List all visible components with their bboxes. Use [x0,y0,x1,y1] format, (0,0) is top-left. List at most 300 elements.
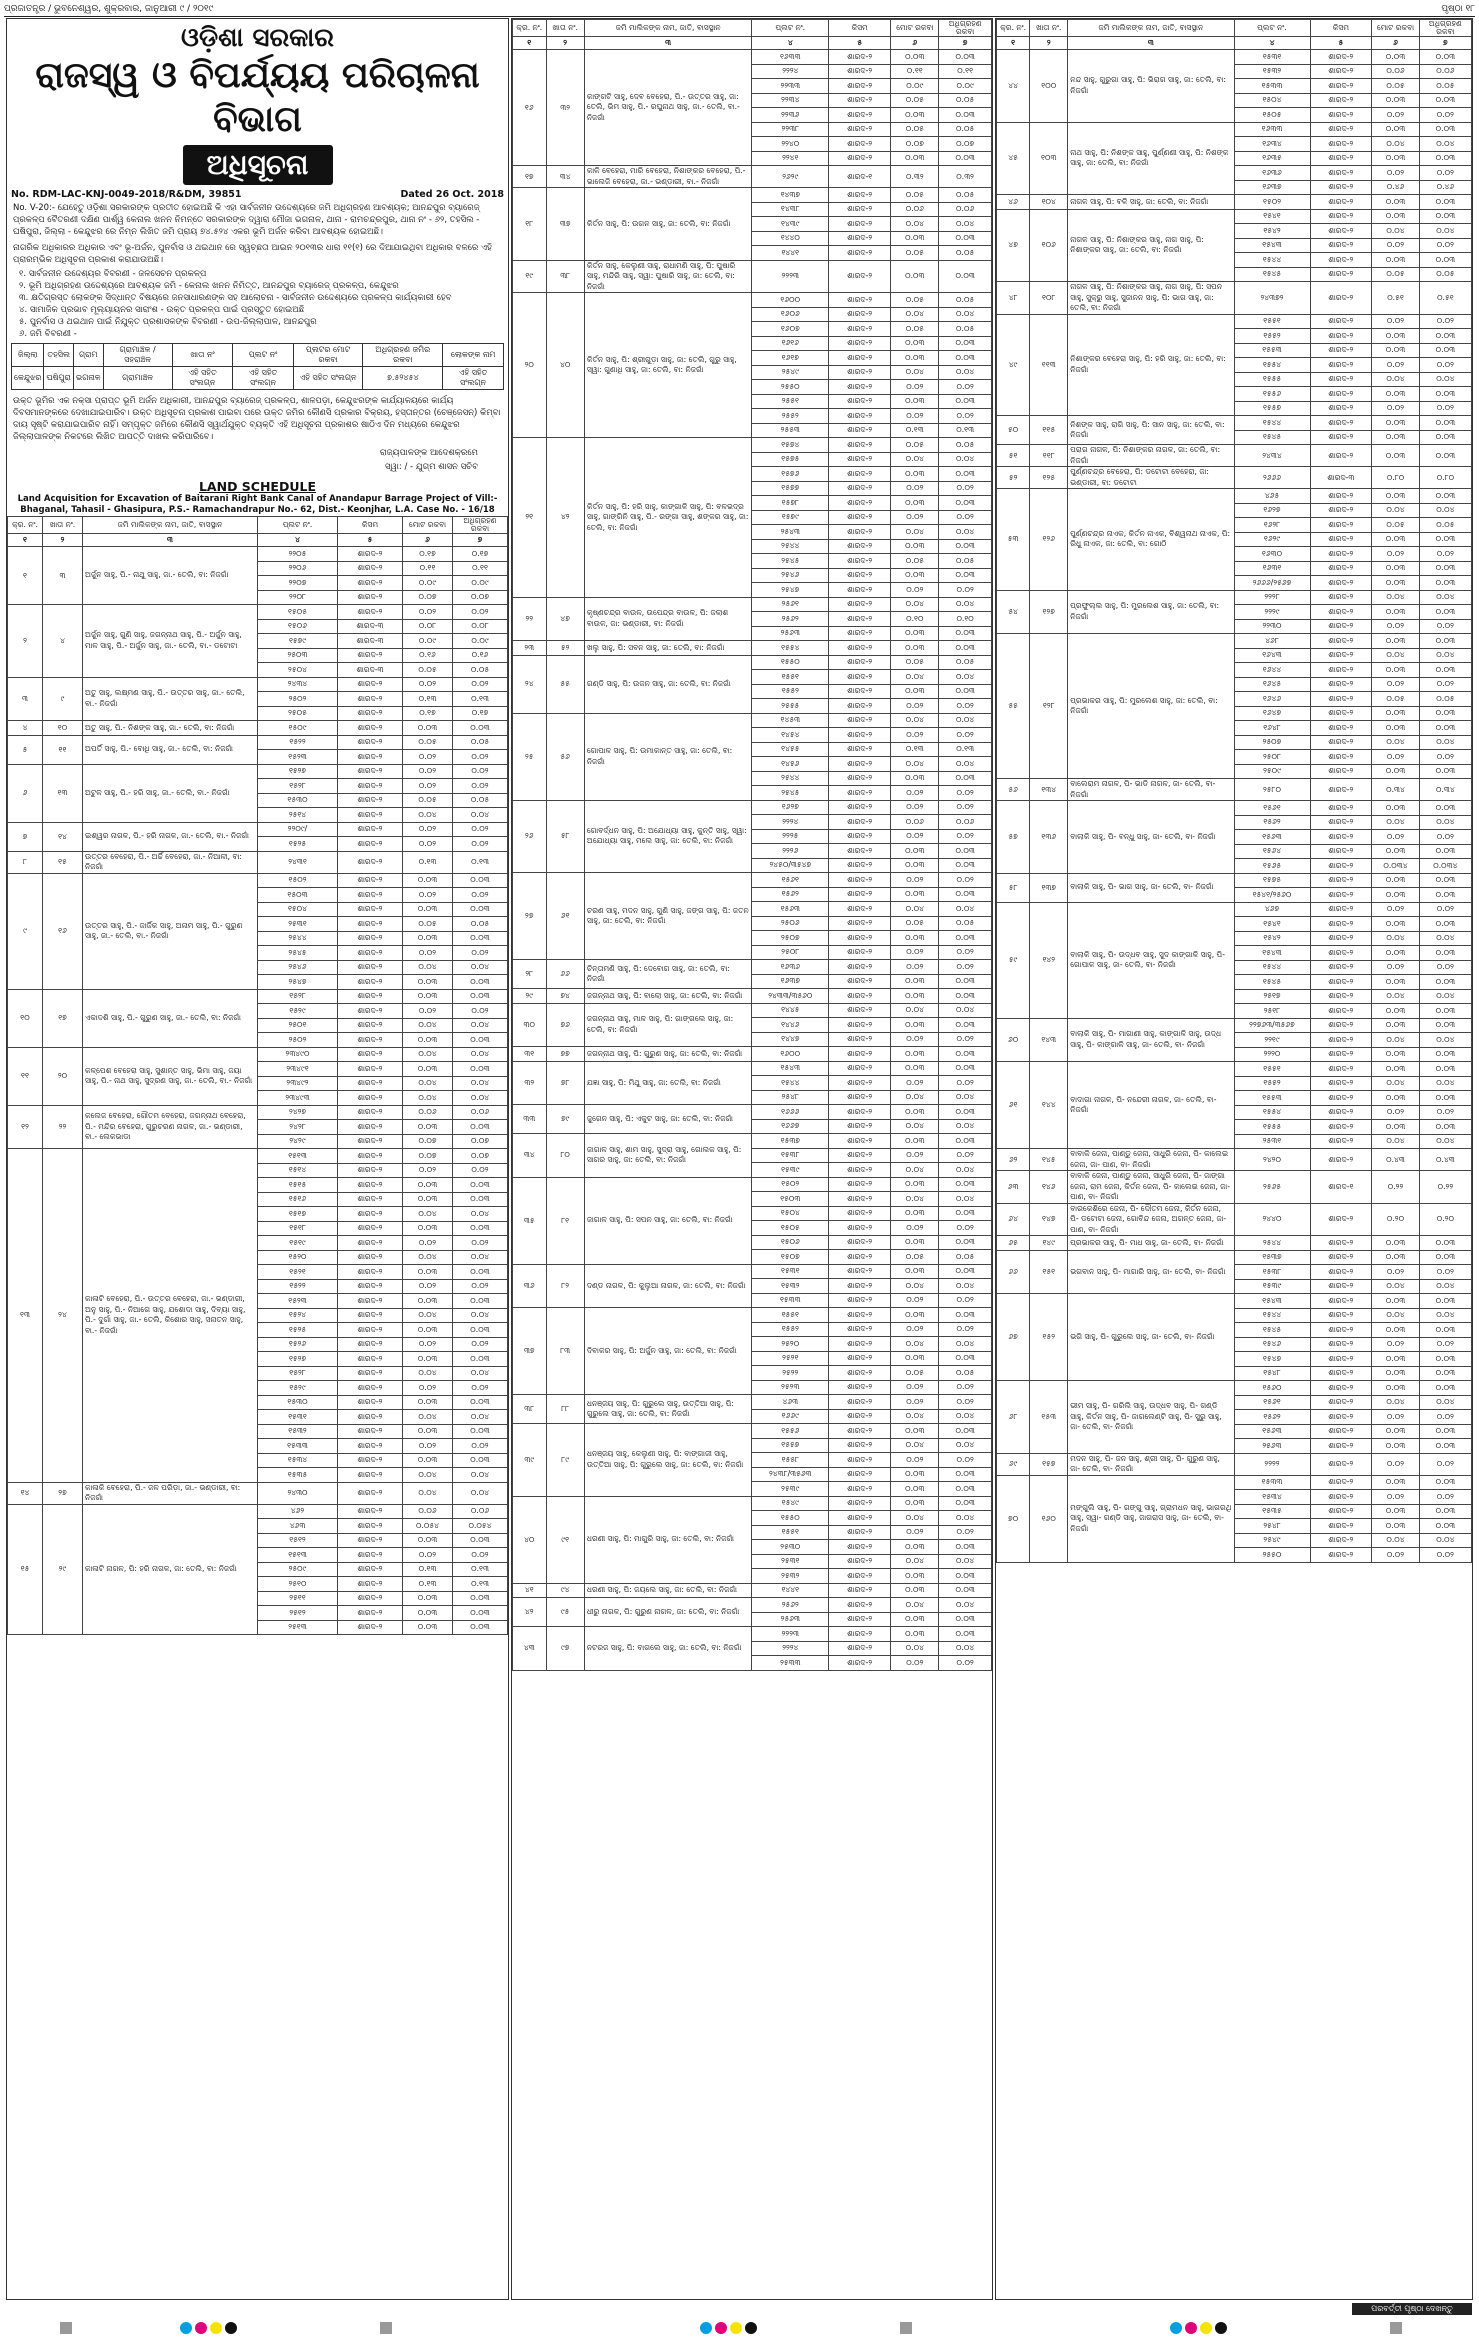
total-area-cell: ୦.୦୩ [891,1424,939,1439]
plot-number-cell: ୨୫୦୯ [1234,764,1310,779]
land-class-cell: ଶାରଦ-୨ [1310,634,1372,649]
total-area-cell: ୦.୦୨ [1372,1490,1420,1505]
table-row [997,1381,1472,1396]
plot-number-cell: ୨୬୬୬/୨୫୬୭ [1234,576,1310,591]
acquired-area-cell: ୦.୦୨ [1419,1105,1471,1120]
column-number-cell: ୧ [8,534,43,547]
land-class-cell: ଶାରଦ-୨ [829,365,891,380]
owner-details-cell: ଧରଣୀ ସାହୁ, ପି: ଜୟଲେ ସାହୁ, ଜା: ତେଲି, ବା: ନିଜଗାଁ [584,1583,752,1598]
column-number-cell: ୭ [939,37,992,50]
land-class-cell: ଶାରଦ-୨ [829,1105,891,1120]
table-row [513,873,992,888]
plot-number-cell: ୧୫୩୩ [752,1293,829,1308]
table-row [8,989,508,1004]
land-class-cell: ଶାରଦ-୨ [338,1366,403,1381]
table-row [997,1250,1472,1265]
total-area-cell: ୦.୦୩ [1372,329,1420,344]
plot-number-cell: ୧୬୧୬ [752,336,829,351]
serial-number-cell: ୫୮ [997,873,1030,902]
acquired-area-cell: ୦.୦୨ [453,888,508,903]
acquired-area-cell: ୦.୦୨ [453,677,508,692]
plot-number-cell: ୨୨୨୫ [752,829,829,844]
serial-number-cell: ୮ [8,851,43,873]
serial-number-cell: ୧୨ [8,1105,43,1149]
plot-number-cell: ୨୫୩୧ [258,917,338,932]
owner-details-cell: ଗଣ୍ଡି ସାହୁ, ପି: ଉଜନ ସାହୁ, ଜା: ତେଲି, ବା: ନିଜଗାଁ [584,655,752,713]
plot-number-cell: ୨୨୨୪ [752,815,829,830]
acquired-area-cell: ୦.୦୩ [939,887,992,902]
total-area-cell: ୦.୦୪ [891,1090,939,1105]
total-area-cell: ୦.୦୩ [1372,721,1420,736]
acquired-area-cell: ୦.୦୪ [1419,1076,1471,1091]
khata-number-cell: ୯୧ [546,1496,584,1583]
land-class-cell: ଶାରଦ-୨ [829,1627,891,1642]
registration-dot [700,2322,712,2334]
khata-number-cell: ୧୫୧ [1030,1250,1068,1294]
acquired-area-cell: ୦.୦୪ [1419,590,1471,605]
total-area-cell: ୦.୦୨ [891,481,939,496]
acquired-area-cell: ୦.୦୩ [453,1424,508,1439]
plot-number-cell: ୨୫୧୩ [258,1620,338,1635]
land-class-cell: ଶାରଦ-୨ [338,1091,403,1106]
total-area-cell: ୦.୮୦ [1372,467,1420,489]
acquired-area-cell: ୦.୦୩ [939,989,992,1004]
land-class-cell: ଶାରଦ-୨ [1310,416,1372,431]
land-class-cell: ଶାରଦ-୨ [829,815,891,830]
plot-number-cell: ୧୫୭୪ [752,438,829,453]
total-area-cell: ୦.୦୫ [891,916,939,931]
land-class-cell: ଶାରଦ-୨ [1310,547,1372,562]
notice-intro: No. V-20:- ଯେହେତୁ ଓଡ଼ିଶା ସରକାରଙ୍କ ପ୍ରତୀତ ହୋଇଅଛି କି ଏହା ସାର୍ବଜନୀନ ଉଦ୍ଦେଶ୍ୟରେ ଜମି ଅଧିଗ୍ରହଣ ଆବଶ୍ୟକ; ଆନନ୍ଦପୁର ବ୍ୟାରେଜ୍ ପ୍ରକଳ୍ପ ବୈତରଣୀ ଦକ୍ଷିଣ ପାର୍ଶ୍ୱ କେନାଲ ଖନନ ନିମନ୍ତେ ସରକାରଙ୍କ ଦ୍ୱାରା ମୌଜା ଭଗନାଳ, ଥାନା - ରାମଚନ୍ଦ୍ରପୁର, ଥାନା ନଂ - ୬୨, ତହସିଲ - ଘଷିପୁରା, ଜିଲ୍ଲା - କେନ୍ଦୁଝର ରେ ନିମ୍ନ ଲିଖିତ ଜମି ପ୍ରାୟ ୭୪.୫୨୪ ଏକର ଭୂମି ଅର୍ଜନ କରିବା ଆବଶ୍ୟକ ହୋଇଅଛି। [13,203,480,237]
plot-number-cell: ୧୫୧୯ [258,1236,338,1251]
total-area-cell: ୦.୦୪ [403,1076,453,1091]
serial-number-cell: ୨୩ [513,641,547,656]
plot-number-cell: ୨୫୫୧ [752,394,829,409]
acquired-area-cell: ୦.୦୩ [939,641,992,656]
schedule-table [512,19,992,1671]
column-number-cell: ୨ [546,37,584,50]
plot-number-cell: ୧୫୨୭ [258,1352,338,1367]
acquired-area-cell: ୦.୧୩ [453,851,508,873]
total-area-cell: ୦.୦୩ [403,1591,453,1606]
acquired-area-cell: ୦.୦୩ [939,1540,992,1555]
notice-item: ୬. ଜମି ବିବରଣୀ - [19,329,77,339]
serial-number-cell: ୭୦ [997,1475,1030,1562]
table-row [997,489,1472,504]
acquired-area-cell: ୦.୦୩ [1419,343,1471,358]
acquired-area-cell: ୦.୦୨ [453,779,508,794]
acquired-area-cell: ୦.୦୩ [1419,195,1471,210]
plot-number-cell: ୧୪୫୪ [752,728,829,743]
khata-number-cell: ୪ [43,605,83,678]
khata-number-cell: ୧୬୦ [1030,1475,1068,1562]
acquired-area-cell: ୦.୦୬ [939,202,992,217]
acquired-area-cell: ୦.୨୦ [1419,1203,1471,1236]
acquired-area-cell: ୦.୦୩ [1419,1475,1471,1490]
acquired-area-cell: ୦.୦୪ [453,1482,508,1504]
total-area-cell: ୦.୦୨ [403,1548,453,1563]
khata-number-cell: ୫୨ [546,641,584,656]
plot-number-cell: ୨୨୨୪ [752,64,829,79]
acquired-area-cell: ୦.୦୩ [939,1424,992,1439]
acquired-area-cell: ୦.୦୨ [939,1032,992,1047]
total-area-cell: ୦.୦୩ [403,1062,453,1077]
total-area-cell: ୦.୦୨ [891,873,939,888]
schedule-column-number-row [513,37,992,50]
total-area-cell: ୦.୦୫ [891,188,939,203]
khata-number-cell: ୧୧୫ [1030,416,1068,445]
total-area-cell: ୦.୦୪ [891,1511,939,1526]
total-area-cell: ୦.୦୪ [1372,931,1420,946]
land-class-cell: ଶାରଦ-୨ [829,945,891,960]
owner-details-cell: କିର୍ତନ ସାହୁ, ପି: ଶ୍ରୀଗୁଡ଼ା ସାହୁ, ଜା: ତେଲି, ଗୁରୁ ସାହୁ, ସ୍ୱା: ଗୁଣାଧି ସାହୁ, ଜା: ତେଲି, ବା: ନିଜଗାଁ [584,293,752,438]
total-area-cell: ୦.୦୩ [1372,122,1420,137]
plot-number-cell: ୧୫୫୧ [752,1308,829,1323]
land-class-cell: ଶାରଦ-୨ [829,151,891,166]
acquired-area-cell: ୦.୦୩ [1419,706,1471,721]
plot-number-cell: ୨୪୪୦ [1234,1203,1310,1236]
serial-number-cell: ୫୪ [997,590,1030,634]
owner-details-cell: ଭଗି ସାହୁ, ପି- ଗୁରୁଲେ ସାହୁ, ଜା- ତେଲି, ବା- ନିଜଗାଁ [1068,1294,1234,1381]
land-class-cell: ଶାରଦ-୧ [829,166,891,188]
acquired-area-cell: ୦.୦୩ [453,1221,508,1236]
serial-number-cell: ୪୦ [513,1496,547,1583]
total-area-cell: ୦.୦୫ [891,1366,939,1381]
plot-number-cell: ୧୬୪୪ [1234,663,1310,678]
total-area-cell: ୦.୦୩ [891,1540,939,1555]
acquired-area-cell: ୦.୩୨ [939,166,992,188]
owner-details-cell: କଳ୍ପେଶ ବେହେରା ସାହୁ, ସୁଶାନ୍ତ ସାହୁ, ଭିମା ସାହୁ, ଜୟା ସାହୁ, ପି.- ନାଥ ସାହୁ, ସୁଦ୍ରଣ ସାହୁ, ଜା.- ତେଲି, ବା.- ନିଜଗାଁ [83,1047,258,1105]
table-row [8,822,508,837]
acquired-area-cell: ୦.୦୨ [1419,1548,1471,1563]
plot-number-cell: ୧୫୦୩ [258,888,338,903]
land-class-cell: ଶାରଦ-୨ [338,1221,403,1236]
land-class-cell: ଶାରଦ-୨ [1310,503,1372,518]
land-class-cell: ଶାରଦ-୨ [338,1533,403,1548]
land-class-cell: ଶାରଦ-୩ [1310,467,1372,489]
serial-number-cell: ୫୧ [997,445,1030,467]
land-class-cell: ଶାରଦ-୨ [338,1453,403,1468]
khata-number-cell: ୧୪୪ [1030,1062,1068,1149]
plot-number-cell: ୧୫୪୪ [752,1076,829,1091]
land-class-cell: ଶାରଦ-୨ [1310,253,1372,268]
plot-number-cell: ୧୬୦୦ [752,293,829,308]
acquired-area-cell: ୦.୦୨ [939,1221,992,1236]
plot-number-cell: ୧୫୬୩ [1234,830,1310,845]
acquired-area-cell: ୦.୦୩ [1419,844,1471,859]
land-class-cell: ଶାରଦ-୨ [829,394,891,409]
total-area-cell: ୦.୦୬ [891,815,939,830]
land-class-cell: ଶାରଦ-୨ [829,1032,891,1047]
plot-number-cell: ୧୫୨୫ [258,1323,338,1338]
land-class-cell: ଶାରଦ-୨ [338,1577,403,1592]
acquired-area-cell: ୦.୦୨ [1419,314,1471,329]
serial-number-cell: ୩୮ [513,1395,547,1424]
total-area-cell: ୦.୦୩ [891,1583,939,1598]
plot-number-cell: ୧୬୩୪ [1234,137,1310,152]
plot-number-cell: ୨୨୨୨ [1234,1453,1310,1475]
acquired-area-cell: ୦.୦୨ [1419,401,1471,416]
total-area-cell: ୦.୦୩ [1372,1352,1420,1367]
acquired-area-cell: ୦.୦୩ [453,1192,508,1207]
acquired-area-cell: ୦.୦୩ [1419,1352,1471,1367]
acquired-area-cell: ୦.୦୩ [453,1120,508,1135]
land-class-cell: ଶାରଦ-୨ [338,1294,403,1309]
total-area-cell: ୦.୦୨ [891,829,939,844]
acquired-area-cell: ୦.୦୩ [1419,1323,1471,1338]
land-class-cell: ଶାରଦ-୨ [1310,1475,1372,1490]
khata-number-cell: ୨୨ [43,1105,83,1149]
land-class-cell: ଶାରଦ-୨ [829,1206,891,1221]
notice-item: ୪. ସାମାଜିକ ପ୍ରଭାବ ମୂଲ୍ୟାୟନର ସାରାଂଶ - ଉକ୍ତ ପ୍ରକଳ୍ପ ପାଇଁ ପ୍ରସ୍ତୁତ ହୋଇଅଛି [19,305,305,315]
plot-number-cell: ୧୫୨୬ [258,1337,338,1352]
land-class-cell: ଶାରଦ-୨ [1310,1250,1372,1265]
land-class-cell: ଶାରଦ-୨ [338,917,403,932]
plot-number-cell: ୧୫୫୬ [752,1424,829,1439]
acquired-area-cell: ୦.୦୩ [939,1206,992,1221]
plot-number-cell: ୧୫୧୫ [258,1178,338,1193]
land-class-cell: ଶାରଦ-୨ [1310,1105,1372,1120]
land-class-cell: ଶାରଦ-୨ [1310,1062,1372,1077]
khata-number-cell: ୧୩ [43,764,83,822]
plot-number-cell: ୧୫୨୫ [258,837,338,852]
total-area-cell: ୦.୦୩ [891,1627,939,1642]
schedule-header-cell: ମୋଟ ରକବା [403,517,453,534]
table-row [513,50,992,65]
khata-number-cell: ୧୪ [43,822,83,851]
plot-number-cell: ୨୫୫୦ [752,380,829,395]
total-area-cell: ୦.୦୩ [403,1606,453,1621]
plot-number-cell: ୨୪୨୦ [1234,1149,1310,1171]
acquired-area-cell: ୦.୦୩ [1419,873,1471,888]
acquired-area-cell: ୦.୦୨ [939,873,992,888]
total-area-cell: ୦.୦୫ [891,655,939,670]
land-class-cell: ଶାରଦ-୨ [1310,195,1372,210]
land-class-cell: ଶାରଦ-୨ [338,735,403,750]
land-class-cell: ଶାରଦ-୨ [829,786,891,801]
plot-number-cell: ୧୫୩୧ [1234,50,1310,65]
khata-number-cell: ୭୯ [546,1105,584,1134]
land-class-cell: ଶାରଦ-୨ [1310,445,1372,467]
acquired-area-cell: ୦.୦୪ [453,1207,508,1222]
registration-dot [180,2322,192,2334]
schedule-header-cell: ଖାତା ନଂ. [43,517,83,534]
summary-table [11,343,504,390]
total-area-cell: ୦.୦୪ [1372,503,1420,518]
table-row [997,1475,1472,1490]
table-row [513,960,992,975]
land-class-cell: ଶାରଦ-୨ [1310,873,1372,888]
column-number-cell: ୧ [513,37,547,50]
plot-number-cell: ୧୫୫୧ [752,1525,829,1540]
plot-number-cell: ୧୫୫୮ [752,1453,829,1468]
serial-number-cell: ୨୪ [513,655,547,713]
registration-dot [1185,2322,1197,2334]
total-area-cell: ୦.୦୩ [1372,489,1420,504]
plot-number-cell: ୧୫୩୩ [1234,79,1310,94]
land-class-cell: ଶାରଦ-୨ [829,1496,891,1511]
plot-number-cell: ୨୫୬୧ [752,597,829,612]
serial-number-cell: ୬୨ [997,1149,1030,1171]
plot-number-cell: ୧୫୨୩ [258,1294,338,1309]
serial-number-cell: ୩୩ [513,1105,547,1134]
plot-number-cell: ୧୬୨୯ [1234,532,1310,547]
acquired-area-cell: ୦.୦୪ [453,1366,508,1381]
table-row [8,721,508,736]
plot-number-cell: ୧୫୭୮ [752,496,829,511]
serial-number-cell: ୨ [8,605,43,678]
table-row [513,1308,992,1323]
acquired-area-cell: ୦.୦୪ [1419,931,1471,946]
plot-number-cell: ୧୫୨୪ [258,1308,338,1323]
plot-number-cell: ୧୬୪୫ [1234,677,1310,692]
acquired-area-cell: ୦.୦୨ [453,837,508,852]
total-area-cell: ୦.୦୩ [403,1620,453,1635]
acquired-area-cell: ୦.୦୫୪ [453,1519,508,1534]
total-area-cell: ୦.୦୨ [891,800,939,815]
acquired-area-cell: ୦.୦୨ [453,1236,508,1251]
khata-number-cell: ୧୪୩ [1030,1018,1068,1062]
schedule-header-cell: ପ୍ଲଟ ନଂ. [752,20,829,37]
table-row [8,547,508,562]
total-area-cell: ୦.୦୫ [891,93,939,108]
total-area-cell: ୦.୦୩ [891,1308,939,1323]
column-number-cell: ୫ [338,534,403,547]
total-area-cell: ୦.୦୨ [891,1148,939,1163]
serial-number-cell: ୨୧ [513,438,547,598]
land-class-cell: ଶାରଦ-୨ [338,547,403,562]
plot-number-cell: ୧୫୫୨ [1234,329,1310,344]
total-area-cell: ୦.୦୩ [403,1352,453,1367]
land-class-cell: ଶାରଦ-୨ [1310,122,1372,137]
plot-number-cell: ୧୬୪୩ [1234,648,1310,663]
land-class-cell: ଶାରଦ-୩ [338,634,403,649]
table-row [997,50,1472,65]
total-area-cell: ୦.୦୩ [891,989,939,1004]
khata-number-cell: ୧୨୬ [1030,489,1068,591]
plot-number-cell: ୧୫୦୪ [258,902,338,917]
total-area-cell: ୦.୧୩ [403,1562,453,1577]
serial-number-cell: ୩ [8,677,43,721]
land-class-cell: ଶାରଦ-୨ [1310,663,1372,678]
land-class-cell: ଶାରଦ-୨ [829,1119,891,1134]
total-area-cell: ୦.୦୨ [403,1381,453,1396]
acquired-area-cell: ୦.୦୯ [939,79,992,94]
table-row [513,989,992,1004]
plot-number-cell: ୧୫୨୮ [258,779,338,794]
total-area-cell: ୦.୩୨ [891,166,939,188]
total-area-cell: ୦.୨୨ [1372,1171,1420,1204]
acquired-area-cell: ୦.୦୪ [939,670,992,685]
total-area-cell: ୦.୦୩ [1372,1366,1420,1381]
table-row [997,1294,1472,1309]
acquired-area-cell: ୦.୦୫ [939,93,992,108]
owner-details-cell: ଇଶ୍ୱର ନାଗଳ, ପି.- ହରି ନାଗଳ, ଜା.- ତେଲି, ବା.- ନିଜଗାଁ [83,822,258,851]
plot-number-cell: ୧୫୦୫ [752,1221,829,1236]
total-area-cell: ୦.୦୬ [403,1105,453,1120]
schedule-header-cell: ଜମି ମାଲିକଙ୍କ ନାମ, ଜାତି, ବାସସ୍ଥାନ [1068,20,1234,37]
notice-item: ୨. ଭୂମି ଅଧିଗ୍ରହଣ ଉଦ୍ଦେଶ୍ୟରେ ଆବଶ୍ୟକ ଜମି - କେନାଲ ଖନନ ନିମିତ୍ତ, ଆନନ୍ଦପୁର ବ୍ୟାରେଜ୍ ପ୍ରକଳ୍ପ, କେନ୍ଦୁଝର [19,281,399,291]
acquired-area-cell: ୦.୦୩ [939,1627,992,1642]
total-area-cell: ୦.୦୩ [1372,1047,1420,1062]
schedule-header-cell: ଅଧିଗ୍ରହଣ ରକବା [939,20,992,37]
acquired-area-cell: ୦.୦୫ [1419,692,1471,707]
total-area-cell: ୦.୦୪ [403,1366,453,1381]
acquired-area-cell: ୦.୦୨ [453,1163,508,1178]
total-area-cell: ୦.୦୩ [1372,1250,1420,1265]
land-class-cell: ଶାରଦ-୨ [338,808,403,823]
total-area-cell: ୦.୦୮ [403,619,453,634]
land-class-cell: ଶାରଦ-୨ [338,1120,403,1135]
land-class-cell: ଶାରଦ-୨ [829,188,891,203]
land-class-cell: ଶାରଦ-୨ [1310,430,1372,445]
plot-number-cell: ୧୫୪୩ [1234,238,1310,253]
land-class-cell: ଶାରଦ-୨ [829,1264,891,1279]
plot-number-cell: ୧୬୩୫ [1234,151,1310,166]
schedule-column-number-row [997,37,1472,50]
plot-number-cell: ୪୬୮ [1234,634,1310,649]
acquired-area-cell: ୦.୦୪ [453,1091,508,1106]
table-row [513,1395,992,1410]
acquired-area-cell: ୦.୦୨ [453,750,508,765]
plot-number-cell: ୨୫୫୩ [752,423,829,438]
khata-number-cell: ୪୭ [546,597,584,641]
total-area-cell: ୦.୦୩ [891,336,939,351]
total-area-cell: ୦.୧୩ [403,692,453,707]
acquired-area-cell: ୦.୦୩ [939,1583,992,1598]
serial-number-cell: ୫୯ [997,902,1030,1018]
land-class-cell: ଶାରଦ-୨ [829,829,891,844]
khata-number-cell: ୭୮ [546,1061,584,1105]
land-class-cell: ଶାରଦ-୨ [1310,960,1372,975]
total-area-cell: ୦.୦୪ [891,902,939,917]
plot-number-cell: ୧୫୨୨ [258,735,338,750]
total-area-cell: ୦.୦୨ [891,1395,939,1410]
total-area-cell: ୦.୦୨ [403,677,453,692]
plot-number-cell: ୧୫୨୨ [258,1279,338,1294]
land-class-cell: ଶାରଦ-୨ [1310,1120,1372,1135]
total-area-cell: ୦.୦୪ [1372,1076,1420,1091]
total-area-cell: ୦.୦୪ [891,452,939,467]
acquired-area-cell: ୦.୦୨ [1419,677,1471,692]
acquired-area-cell: ୦.୦୪ [939,1119,992,1134]
owner-details-cell: କିର୍ତନ ସାହୁ, ପି: ହରି ସାହୁ, କାଙ୍ଗାଳି ସାହୁ, ପି: ବଳଭଦ୍ର ସାହୁ, ଗାଙ୍ଗିନି ସାହୁ, ପି.- ରଙ୍ଗା ସାହୁ, ଶଙ୍କର ସାହୁ, ଜା: ତେଲି, ବା: ନିଜଗାଁ [584,438,752,598]
owner-details-cell: ମଙ୍ଗୁଲି ସାହୁ, ପି- ଗଙ୍ଗୁ ସାହୁ, ଗ୍ରାମଧନ ସାହୁ, ଭାଗରଥି ସାହୁ, ସ୍ୱା- ଗଣ୍ଡି ସାହୁ, ଜାଗରାସ ସାହୁ, ଜା- ତେଲି, ବା- ନିଜଗାଁ [1068,1475,1234,1562]
schedule-header-cell: କ୍ର. ନଂ. [8,517,43,534]
land-class-cell: ଶାରଦ-୨ [829,351,891,366]
khata-number-cell: ୩୪ [546,166,584,188]
plot-number-cell: ୪୬୫ [1234,489,1310,504]
total-area-cell: ୦.୦୯ [403,576,453,591]
plot-number-cell: ୧୬୦୬ [752,307,829,322]
acquired-area-cell: ୦.୦୩ [939,1482,992,1497]
acquired-area-cell: ୦.୦୨ [939,1076,992,1091]
total-area-cell: ୦.୦୩ [891,260,939,293]
khata-number-cell: ୩୭ [546,188,584,261]
schedule-table [996,19,1472,1563]
total-area-cell: ୦.୦୨ [1372,750,1420,765]
total-area-cell: ୦.୫୧ [1372,282,1420,315]
plot-number-cell: ୨୨୩୮ [752,122,829,137]
total-area-cell: ୦.୦୪ [403,960,453,975]
land-class-cell: ଶାରଦ-୨ [829,1090,891,1105]
total-area-cell: ୦.୦୪ [891,1192,939,1207]
plot-number-cell: ୧୫୫୫ [1234,372,1310,387]
plot-number-cell: ୧୫୭୯ [258,634,338,649]
total-area-cell: ୦.୦୩ [1372,253,1420,268]
acquired-area-cell: ୦.୦୩ [939,151,992,166]
plot-number-cell: ୧୬୩୧ [1234,561,1310,576]
